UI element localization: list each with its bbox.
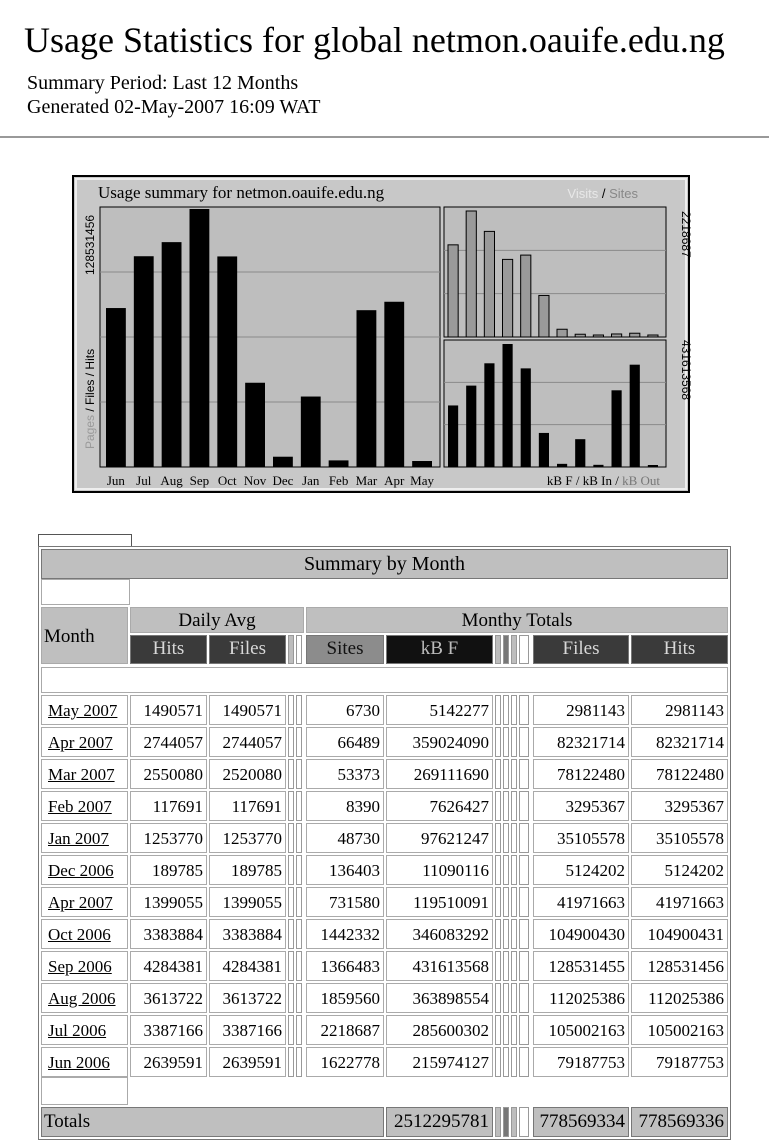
hits-bar — [412, 461, 432, 467]
column-spacer — [511, 635, 517, 664]
sites-bar — [466, 211, 476, 337]
kbf-bar — [466, 386, 476, 467]
hits-bar — [190, 209, 210, 467]
totals-kbf: 2512295781 — [386, 1107, 493, 1137]
table-row-month[interactable] — [41, 983, 128, 1013]
column-spacer — [511, 983, 517, 1013]
blank-row — [41, 667, 728, 693]
kbf-bar — [648, 465, 658, 467]
files-total-cell: 3295367 — [533, 791, 629, 821]
column-spacer — [296, 695, 302, 725]
daily-hits-cell: 1253770 — [130, 823, 207, 853]
month-link[interactable]: Dec 2006 — [48, 861, 114, 880]
column-spacer — [296, 951, 302, 981]
column-spacer — [503, 855, 509, 885]
column-spacer — [296, 823, 302, 853]
daily-hits-cell: 1490571 — [130, 695, 207, 725]
hits-bar — [301, 397, 321, 467]
kbf-bar — [630, 365, 640, 467]
column-spacer — [519, 727, 529, 757]
sites-cell: 1622778 — [306, 1047, 384, 1077]
daily-files-cell: 3383884 — [209, 919, 286, 949]
daily-hits-cell: 2744057 — [130, 727, 207, 757]
column-spacer — [288, 855, 294, 885]
column-spacer — [495, 727, 501, 757]
column-spacer — [511, 887, 517, 917]
column-spacer — [519, 919, 529, 949]
totals-label: Totals — [41, 1107, 384, 1137]
month-link[interactable]: Mar 2007 — [48, 765, 115, 784]
table-row-month[interactable] — [41, 855, 128, 885]
summary-period: Summary Period: Last 12 Months — [27, 72, 299, 94]
column-spacer — [519, 823, 529, 853]
hits-total-cell: 2981143 — [631, 695, 728, 725]
daily-hits-cell: 4284381 — [130, 951, 207, 981]
hits-bar — [162, 242, 182, 467]
sites-bar — [557, 329, 567, 337]
sites-cell: 6730 — [306, 695, 384, 725]
kb-axis-label: kB F / kB In / kB Out — [546, 473, 660, 488]
blank-cell — [41, 1077, 128, 1105]
month-tick-label: Mar — [355, 473, 378, 488]
column-spacer — [296, 983, 302, 1013]
column-spacer — [288, 1047, 294, 1077]
column-spacer — [503, 919, 509, 949]
column-spacer — [519, 855, 529, 885]
column-spacer — [288, 759, 294, 789]
column-spacer — [511, 919, 517, 949]
column-spacer — [296, 887, 302, 917]
column-spacer — [296, 1047, 302, 1077]
hits-total-header: Hits — [631, 635, 728, 664]
month-link[interactable]: Jan 2007 — [48, 829, 109, 848]
table-row-month[interactable] — [41, 759, 128, 789]
column-spacer — [503, 1047, 509, 1077]
kbf-bar — [503, 344, 513, 467]
hits-total-cell: 78122480 — [631, 759, 728, 789]
column-spacer — [503, 951, 509, 981]
column-spacer — [495, 855, 501, 885]
generated-timestamp: Generated 02-May-2007 16:09 WAT — [27, 96, 321, 118]
daily-hits-header: Hits — [130, 635, 207, 664]
sites-header: Sites — [306, 635, 384, 664]
column-spacer — [296, 1015, 302, 1045]
month-tick-label: Dec — [272, 473, 294, 488]
sites-cell: 2218687 — [306, 1015, 384, 1045]
daily-files-header: Files — [209, 635, 286, 664]
column-spacer — [519, 695, 529, 725]
daily-hits-cell: 3383884 — [130, 919, 207, 949]
kbf-cell: 97621247 — [386, 823, 493, 853]
column-spacer — [503, 791, 509, 821]
sites-ymax-label: 2218687 — [679, 211, 693, 258]
month-tick-label: Jul — [136, 473, 152, 488]
files-total-cell: 79187753 — [533, 1047, 629, 1077]
column-spacer — [495, 919, 501, 949]
files-total-cell: 112025386 — [533, 983, 629, 1013]
kbf-bar — [521, 368, 531, 467]
column-spacer — [519, 791, 529, 821]
column-spacer — [495, 1107, 501, 1137]
hits-total-cell: 3295367 — [631, 791, 728, 821]
kbf-cell: 431613568 — [386, 951, 493, 981]
totals-hits: 778569336 — [631, 1107, 728, 1137]
column-spacer — [511, 759, 517, 789]
hits-bar — [329, 460, 349, 467]
hits-total-cell: 128531456 — [631, 951, 728, 981]
column-spacer — [288, 919, 294, 949]
month-column-header: Month — [41, 607, 128, 664]
hits-bar — [357, 310, 377, 467]
files-total-cell: 128531455 — [533, 951, 629, 981]
column-spacer — [519, 951, 529, 981]
sites-cell: 53373 — [306, 759, 384, 789]
column-spacer — [519, 983, 529, 1013]
daily-hits-cell: 1399055 — [130, 887, 207, 917]
column-spacer — [519, 887, 529, 917]
hits-total-cell: 41971663 — [631, 887, 728, 917]
main-yaxis-label: Pages / Files / Hits — [83, 348, 97, 449]
hits-total-cell: 82321714 — [631, 727, 728, 757]
sites-bar — [612, 334, 622, 337]
column-spacer — [288, 823, 294, 853]
daily-files-cell: 2639591 — [209, 1047, 286, 1077]
files-total-cell: 104900430 — [533, 919, 629, 949]
kbf-cell: 359024090 — [386, 727, 493, 757]
summary-by-month-table — [38, 546, 731, 1140]
column-spacer — [511, 951, 517, 981]
column-spacer — [495, 791, 501, 821]
table-row-month[interactable] — [41, 695, 128, 725]
files-total-cell: 35105578 — [533, 823, 629, 853]
table-row-month[interactable] — [41, 823, 128, 853]
monthly-totals-header: Monthy Totals — [306, 607, 728, 633]
daily-hits-cell: 3387166 — [130, 1015, 207, 1045]
column-spacer — [288, 951, 294, 981]
kbf-bar — [612, 390, 622, 467]
daily-files-cell: 2520080 — [209, 759, 286, 789]
kbf-bar — [484, 363, 494, 467]
month-link[interactable]: Jun 2006 — [48, 1053, 110, 1072]
month-tick-label: May — [410, 473, 435, 488]
sites-bar — [484, 231, 494, 337]
kbf-cell: 5142277 — [386, 695, 493, 725]
column-spacer — [511, 1015, 517, 1045]
column-spacer — [296, 635, 302, 664]
month-link[interactable]: Sep 2006 — [48, 957, 112, 976]
sites-bar — [539, 295, 549, 337]
usage-summary-graph — [72, 175, 693, 493]
column-spacer — [288, 635, 294, 664]
column-spacer — [288, 695, 294, 725]
column-spacer — [519, 759, 529, 789]
column-spacer — [503, 983, 509, 1013]
month-tick-label: Aug — [160, 473, 183, 488]
month-tick-label: Jan — [302, 473, 320, 488]
column-spacer — [511, 695, 517, 725]
kbf-bar — [557, 464, 567, 467]
daily-hits-cell: 117691 — [130, 791, 207, 821]
sites-cell: 8390 — [306, 791, 384, 821]
daily-hits-cell: 2639591 — [130, 1047, 207, 1077]
column-spacer — [511, 1047, 517, 1077]
hits-bar — [384, 302, 404, 467]
column-spacer — [503, 759, 509, 789]
column-spacer — [288, 1015, 294, 1045]
month-tick-label: Nov — [243, 473, 267, 488]
column-spacer — [296, 727, 302, 757]
column-spacer — [495, 1047, 501, 1077]
month-tick-label: Sep — [189, 473, 210, 488]
kbf-bar — [539, 433, 549, 467]
sites-bar — [521, 255, 531, 337]
column-spacer — [495, 983, 501, 1013]
sites-plot-area — [444, 207, 666, 337]
column-spacer — [511, 791, 517, 821]
kbf-bar — [575, 439, 585, 467]
hits-total-cell: 104900431 — [631, 919, 728, 949]
hits-total-cell: 35105578 — [631, 823, 728, 853]
sites-cell: 1442332 — [306, 919, 384, 949]
hits-bar — [217, 256, 237, 467]
column-spacer — [503, 1107, 509, 1137]
kbf-bar — [448, 405, 458, 467]
column-spacer — [511, 1107, 517, 1137]
column-spacer — [503, 1015, 509, 1045]
kbf-cell: 215974127 — [386, 1047, 493, 1077]
table-row-month[interactable] — [41, 1047, 128, 1077]
month-link[interactable]: May 2007 — [48, 701, 118, 720]
month-link[interactable]: Oct 2006 — [48, 925, 111, 944]
sites-bar — [575, 334, 585, 337]
sites-bar — [448, 245, 458, 337]
daily-files-cell: 2744057 — [209, 727, 286, 757]
kbf-cell: 363898554 — [386, 983, 493, 1013]
kbf-cell: 285600302 — [386, 1015, 493, 1045]
column-spacer — [296, 855, 302, 885]
month-link[interactable]: Feb 2007 — [48, 797, 112, 816]
month-tick-label: Apr — [384, 473, 405, 488]
column-spacer — [503, 887, 509, 917]
daily-files-cell: 189785 — [209, 855, 286, 885]
kbf-cell: 11090116 — [386, 855, 493, 885]
hits-bar — [106, 308, 126, 467]
month-link[interactable]: Jul 2006 — [48, 1021, 107, 1040]
column-spacer — [495, 695, 501, 725]
column-spacer — [495, 759, 501, 789]
sites-cell: 48730 — [306, 823, 384, 853]
column-spacer — [511, 727, 517, 757]
sites-cell: 1366483 — [306, 951, 384, 981]
column-spacer — [511, 823, 517, 853]
table-row-month[interactable] — [41, 727, 128, 757]
files-total-header: Files — [533, 635, 629, 664]
totals-files: 778569334 — [533, 1107, 629, 1137]
title-divider — [0, 136, 769, 138]
blank-cell — [41, 579, 130, 605]
files-total-cell: 5124202 — [533, 855, 629, 885]
sites-cell: 1859560 — [306, 983, 384, 1013]
files-total-cell: 78122480 — [533, 759, 629, 789]
daily-hits-cell: 3613722 — [130, 983, 207, 1013]
main-ymax-label: 128531456 — [83, 214, 97, 275]
hits-total-cell: 112025386 — [631, 983, 728, 1013]
sites-bar — [648, 335, 658, 337]
files-total-cell: 82321714 — [533, 727, 629, 757]
column-spacer — [495, 1015, 501, 1045]
sites-bar — [593, 335, 603, 337]
daily-files-cell: 4284381 — [209, 951, 286, 981]
page-title: Usage Statistics for global netmon.oauife.edu.ng — [24, 20, 725, 60]
daily-files-cell: 1399055 — [209, 887, 286, 917]
month-link[interactable]: Apr 2007 — [48, 733, 113, 752]
kbf-bar — [593, 465, 603, 467]
column-spacer — [519, 1107, 529, 1137]
kbf-cell: 269111690 — [386, 759, 493, 789]
kbf-cell: 346083292 — [386, 919, 493, 949]
kbf-header: kB F — [386, 635, 493, 664]
column-spacer — [503, 727, 509, 757]
graph-legend: Visits / Sites — [567, 186, 638, 201]
table-row-month[interactable] — [41, 951, 128, 981]
sites-cell: 66489 — [306, 727, 384, 757]
month-tick-label: Jun — [106, 473, 125, 488]
column-spacer — [296, 791, 302, 821]
month-tick-label: Oct — [217, 473, 237, 488]
daily-hits-cell: 189785 — [130, 855, 207, 885]
daily-hits-cell: 2550080 — [130, 759, 207, 789]
daily-files-cell: 3613722 — [209, 983, 286, 1013]
kbf-cell: 7626427 — [386, 791, 493, 821]
month-tick-label: Feb — [328, 473, 349, 488]
usage-graph-canvas — [74, 177, 693, 491]
column-spacer — [503, 695, 509, 725]
table-row-month[interactable] — [41, 1015, 128, 1045]
daily-files-cell: 117691 — [209, 791, 286, 821]
column-spacer — [495, 635, 501, 664]
hits-total-cell: 5124202 — [631, 855, 728, 885]
graph-title: Usage summary for netmon.oauife.edu.ng — [98, 183, 385, 202]
column-spacer — [495, 887, 501, 917]
column-spacer — [296, 759, 302, 789]
column-spacer — [296, 919, 302, 949]
kbf-cell: 119510091 — [386, 887, 493, 917]
daily-files-cell: 3387166 — [209, 1015, 286, 1045]
column-spacer — [288, 727, 294, 757]
daily-files-cell: 1490571 — [209, 695, 286, 725]
files-total-cell: 105002163 — [533, 1015, 629, 1045]
column-spacer — [519, 1015, 529, 1045]
files-total-cell: 2981143 — [533, 695, 629, 725]
column-spacer — [288, 983, 294, 1013]
daily-avg-header: Daily Avg — [130, 607, 304, 633]
month-link[interactable]: Apr 2007 — [48, 893, 113, 912]
column-spacer — [519, 1047, 529, 1077]
column-spacer — [495, 823, 501, 853]
hits-bar — [273, 457, 293, 467]
table-row-month[interactable] — [41, 791, 128, 821]
hits-total-cell: 79187753 — [631, 1047, 728, 1077]
hits-total-cell: 105002163 — [631, 1015, 728, 1045]
daily-files-cell: 1253770 — [209, 823, 286, 853]
hits-bar — [245, 383, 265, 467]
column-spacer — [503, 823, 509, 853]
kb-ymax-label: 431613568 — [679, 340, 693, 401]
sites-cell: 136403 — [306, 855, 384, 885]
column-spacer — [288, 791, 294, 821]
column-spacer — [503, 635, 509, 664]
sites-cell: 731580 — [306, 887, 384, 917]
table-banner: Summary by Month — [41, 549, 728, 579]
column-spacer — [519, 635, 529, 664]
sites-bar — [630, 333, 640, 337]
month-link[interactable]: Aug 2006 — [48, 989, 116, 1008]
column-spacer — [511, 855, 517, 885]
column-spacer — [495, 951, 501, 981]
column-spacer — [288, 887, 294, 917]
sites-bar — [503, 259, 513, 337]
table-row-month[interactable] — [41, 919, 128, 949]
table-row-month[interactable] — [41, 887, 128, 917]
files-total-cell: 41971663 — [533, 887, 629, 917]
hits-bar — [134, 256, 154, 467]
